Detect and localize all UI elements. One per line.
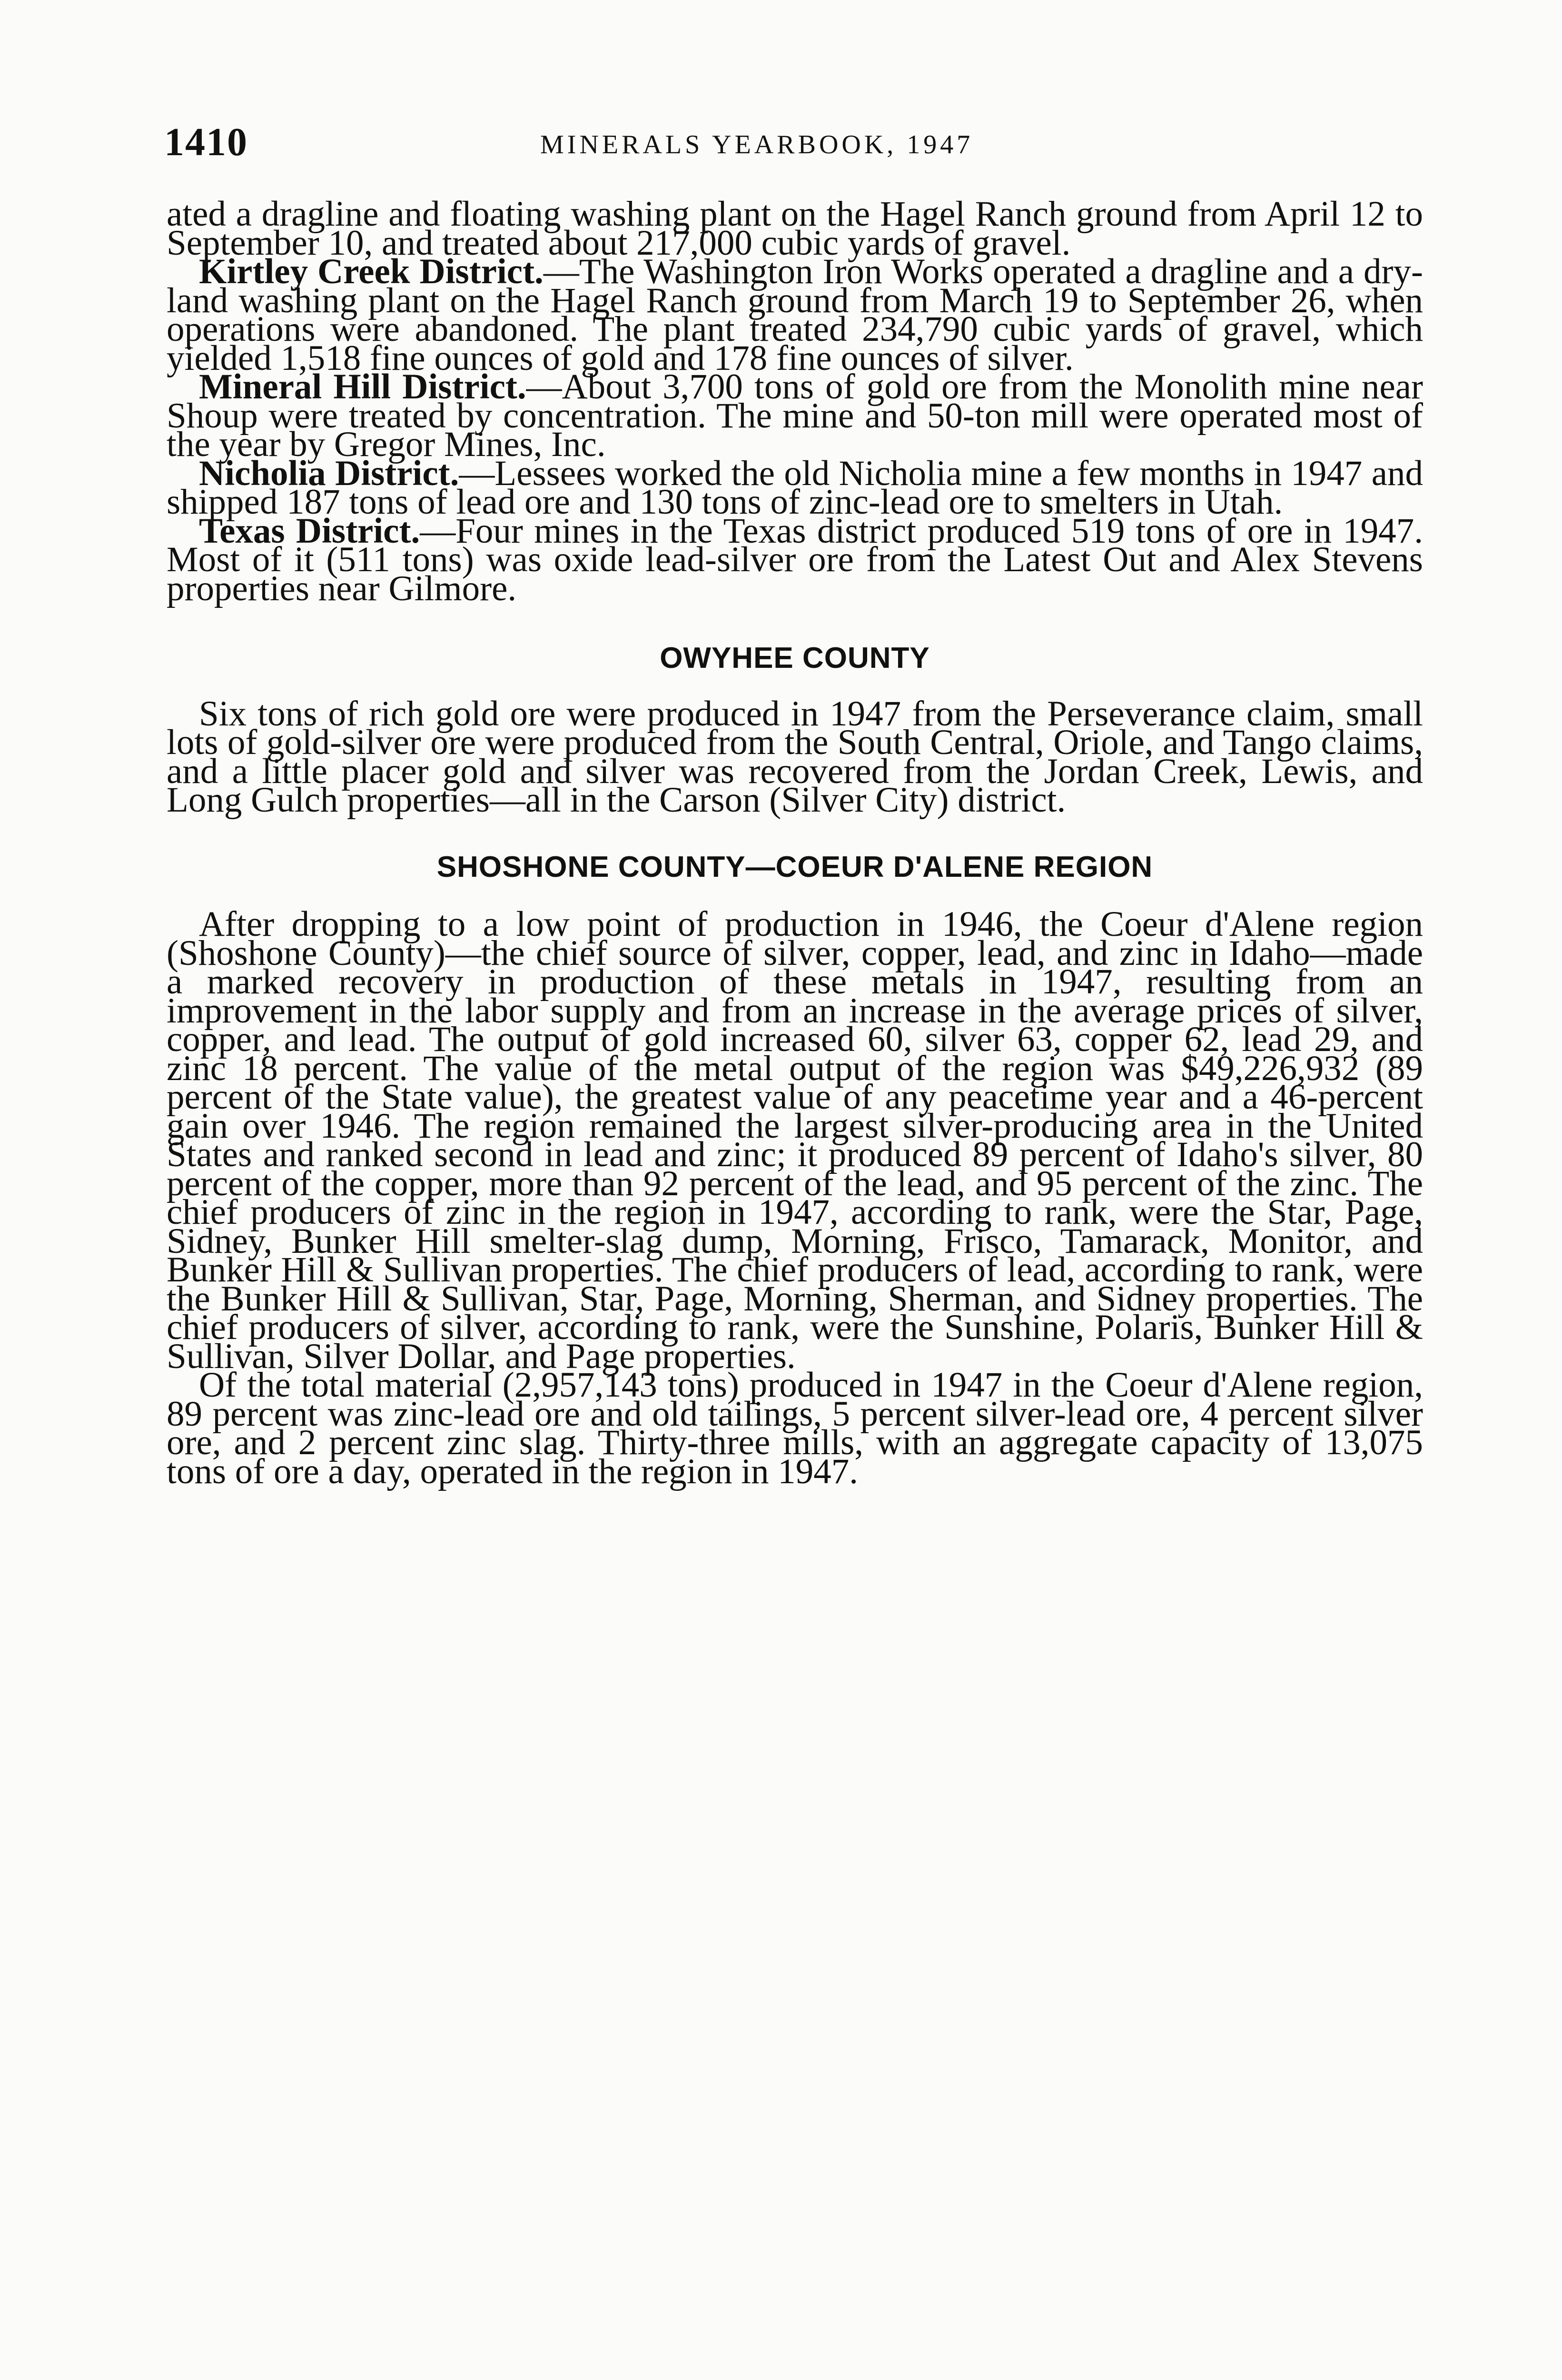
body-text (167, 194, 1423, 1491)
section-heading-owyhee: OWYHEE COUNTY (660, 642, 930, 674)
paragraph-lead-in: Kirtley Creek District. (199, 252, 544, 291)
paragraph-shoshone-1: After dropping to a low point of production in 1946, the Coeur d'Alene region (Shoshone County)—the chief source of silver, copper, lead, and zinc in Idaho—made a marked recovery in production of these metals in 1947, resulting from an improvement in the labor supply and from an increase in the average prices of silver, copper, and lead. The output of gold increased 60, silver 63, copper 62, lead 29, and zinc 18 percent. The value of the metal output of the region was $49,226,932 (89 percent of the State value), the greatest value of any peacetime year and a 46-percent gain over 1946. The region remained the largest silver-producing area in the United States and ranked second in lead and zinc; it produced 89 percent of Idaho's silver, 80 percent of the copper, more than 92 percent of the lead, and 95 percent of the zinc. The chief producers of zinc in the region in 1947, according to rank, were the Star, Page, Sidney, Bunker Hill smelter-slag dump, Morning, Frisco, Tamarack, Monitor, and Bunker Hill & Sullivan properties. The chief producers of lead, according to rank, were the Bunker Hill & Sullivan, Star, Page, Morning, Sherman, and Sidney properties. The chief producers of silver, according to rank, were the Sunshine, Polaris, Bunker Hill & Sullivan, Silver Dollar, and Page properties. (167, 904, 1423, 1376)
paragraph-kirtley-creek (167, 252, 1423, 378)
section-heading-shoshone: SHOSHONE COUNTY—COEUR D'ALENE REGION (436, 850, 1153, 883)
paragraph-texas (167, 511, 1423, 608)
paragraph-text: —Lessees worked the old Nicholia mine a few months in 1947 and shipped 187 tons of lead ore and 130 tons of zinc-lead ore to smelters in Utah. (167, 453, 1423, 522)
page-number: 1410 (164, 120, 248, 164)
paragraph-lead-in: Texas District. (199, 511, 420, 551)
paragraph-nicholia (167, 453, 1423, 522)
page-header (164, 119, 1411, 171)
paragraph-continuation: ated a dragline and floating washing plant on the Hagel Ranch ground from April 12 to September 10, and treated about 217,000 cubic yards of gravel. (167, 194, 1423, 263)
paragraph-lead-in: Nicholia District. (199, 453, 459, 493)
paragraph-text: —The Washington Iron Works operated a dragline and a dry-land washing plant on the Hagel Ranch ground from March 19 to September 26, when operations were abandoned. The plant treated 234,790 cubic yards of gravel, which yielded 1,518 fine ounces of gold and 178 fine ounces of silver. (167, 252, 1423, 378)
paragraph-lead-in: Mineral Hill District. (199, 367, 526, 407)
paragraph-text: —About 3,700 tons of gold ore from the Monolith mine near Shoup were treated by concentration. The mine and 50-ton mill were operated most of the year by Gregor Mines, Inc. (167, 367, 1423, 464)
paragraph-owyhee: Six tons of rich gold ore were produced in 1947 from the Perseverance claim, small lots of gold-silver ore were produced from the South Central, Oriole, and Tango claims, and a little placer gold and silver was recovered from the Jordan Creek, Lewis, and Long Gulch properties—all in the Carson (Silver City) district. (167, 694, 1423, 820)
running-head: MINERALS YEARBOOK, 1947 (540, 130, 974, 159)
paragraph-shoshone-2: Of the total material (2,957,143 tons) produced in 1947 in the Coeur d'Alene region, 89 percent was zinc-lead ore and old tailings, 5 percent silver-lead ore, 4 percent silver ore, and 2 percent zinc slag. Thirty-three mills, with an aggregate capacity of 13,075 tons of ore a day, operated in the region in 1947. (167, 1365, 1423, 1491)
paragraph-mineral-hill (167, 367, 1423, 464)
paragraph-text: —Four mines in the Texas district produced 519 tons of ore in 1947. Most of it (511 tons) was oxide lead-silver ore from the Latest Out and Alex Stevens properties near Gilmore. (167, 511, 1423, 608)
